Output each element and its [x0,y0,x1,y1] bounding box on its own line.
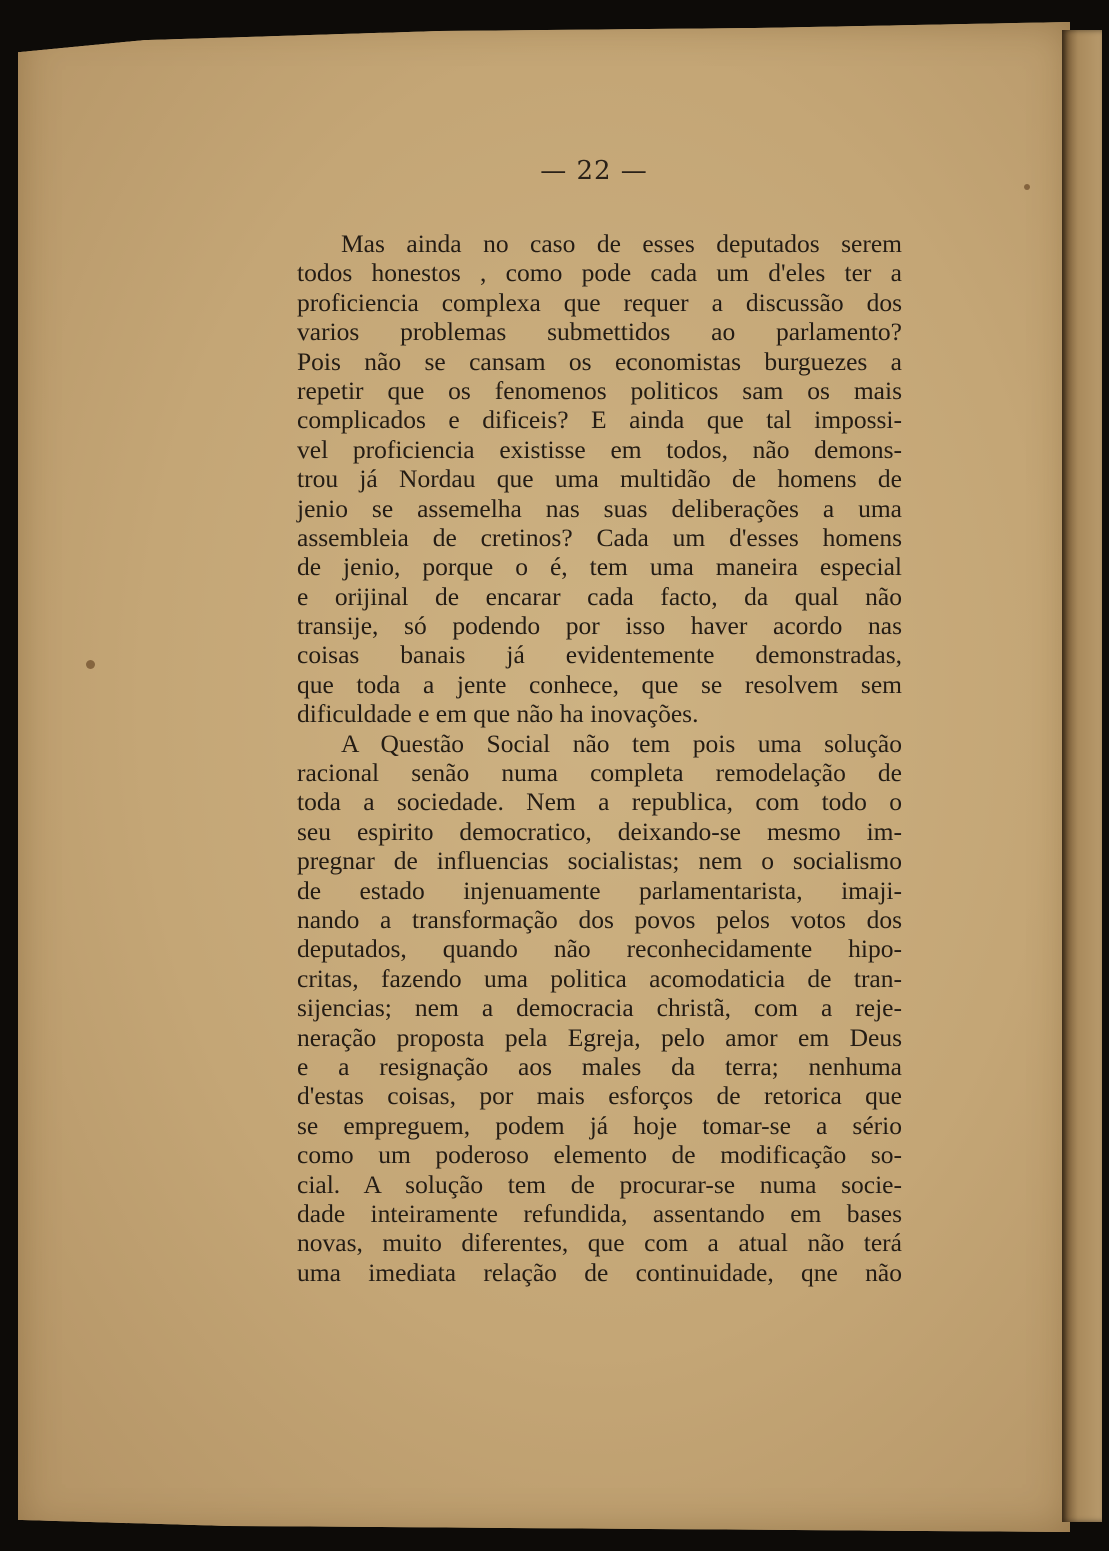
text-line: repetir que os fenomenos politicos sam os mais [297,375,902,405]
text-line: critas, fazendo uma politica acomodaticia de tran- [297,963,902,993]
text-line: Pois não se cansam os economistas burguezes a [297,346,902,376]
text-line: coisas banais já evidentemente demonstradas, [297,640,902,670]
text-line: complicados e dificeis? E ainda que tal impossi- [297,405,902,435]
text-line: assembleia de cretinos? Cada um d'esses homens [297,522,902,552]
text-line: transije, só podendo por isso haver acordo nas [297,611,902,641]
page-number: — 22 — [540,156,648,186]
text-line: racional senão numa completa remodelação de [297,758,902,788]
text-line: seu espirito democratico, deixando-se mesmo im- [297,816,902,846]
text-line: sijencias; nem a democracia christã, com a reje- [297,993,902,1023]
paper-spot [86,660,95,669]
adjacent-page-edge [1062,30,1102,1522]
text-line: como um poderoso elemento de modificação so- [297,1140,902,1170]
body-text [297,229,902,1287]
text-line: Mas ainda no caso de esses deputados serem [341,229,902,258]
text-line: de estado injenuamente parlamentarista, imaji- [297,875,902,905]
text-line: dade inteiramente refundida, assentando em bases [297,1198,902,1228]
text-line: neração proposta pela Egreja, pelo amor em Deus [297,1022,902,1052]
text-line: varios problemas submettidos ao parlamento? [297,317,902,347]
text-line: dificuldade e em que não ha inovações. [297,699,699,729]
text-line: jenio se assemelha nas suas deliberações a uma [297,493,902,523]
text-line: vel proficiencia existisse em todos, não demons- [297,434,902,464]
text-line: pregnar de influencias socialistas; nem o socialismo [297,846,902,876]
text-line: de jenio, porque o é, tem uma maneira especial [297,552,902,582]
text-line: todos honestos , como pode cada um d'eles ter a [297,258,902,288]
text-line: deputados, quando não reconhecidamente hipo- [297,934,902,964]
text-line: e orijinal de encarar cada facto, da qual não [297,581,902,611]
text-line: se empreguem, podem já hoje tomar-se a sério [297,1110,902,1140]
text-line: cial. A solução tem de procurar-se numa socie- [297,1169,902,1199]
text-line: trou já Nordau que uma multidão de homens de [297,464,902,494]
text-line: A Questão Social não tem pois uma solução [341,728,902,758]
text-line: d'estas coisas, por mais esforços de retorica que [297,1081,902,1111]
text-line: uma imediata relação de continuidade, qne não [297,1257,902,1287]
text-line: e a resignação aos males da terra; nenhuma [297,1051,902,1081]
text-line: que toda a jente conhece, que se resolvem sem [297,669,902,699]
text-line: toda a sociedade. Nem a republica, com todo o [297,787,902,817]
text-line: nando a transformação dos povos pelos votos dos [297,904,902,934]
text-line: novas, muito diferentes, que com a atual não terá [297,1228,902,1258]
text-line: proficiencia complexa que requer a discussão dos [297,287,902,317]
